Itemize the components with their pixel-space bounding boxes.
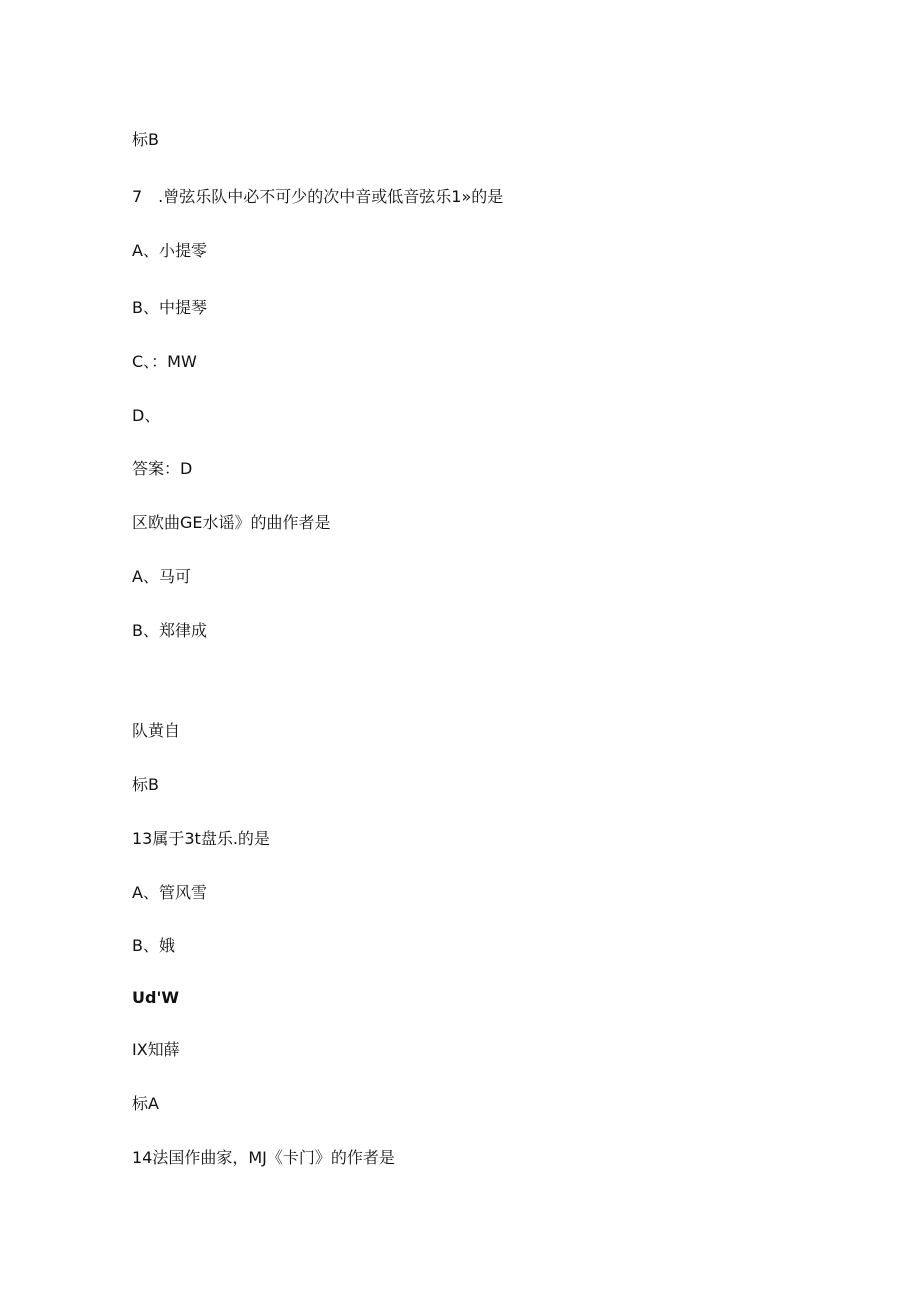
option-d: D、 — [132, 406, 161, 425]
option-a: A、管风雪 — [132, 883, 207, 902]
option-c: C、：MW — [132, 352, 197, 371]
option-a: A、小提零 — [132, 241, 207, 260]
answer-label-b: 标B — [132, 775, 159, 794]
answer-label-b: 标B — [132, 130, 159, 149]
question-folk-song: 区欧曲GE水谣》的曲作者是 — [132, 513, 331, 532]
option-d: IX知薛 — [132, 1040, 180, 1059]
option-b: B、中提琴 — [132, 298, 207, 317]
option-huang-zi: 队黄自 — [132, 721, 181, 740]
option-b: B、娥 — [132, 936, 175, 955]
question-14: 14法国作曲家，MJ《卡门》的作者是 — [132, 1148, 395, 1167]
question-13: 13属于3t盘乐.的是 — [132, 829, 270, 848]
answer-label-a: 标A — [132, 1094, 159, 1113]
option-c: Ud'W — [132, 988, 179, 1007]
option-a: A、马可 — [132, 567, 191, 586]
question-7: 7 .曾弦乐队中必不可少的次中音或低音弦乐1»的是 — [132, 187, 504, 206]
answer-d: 答案：D — [132, 459, 193, 478]
option-b: B、郑律成 — [132, 621, 207, 640]
